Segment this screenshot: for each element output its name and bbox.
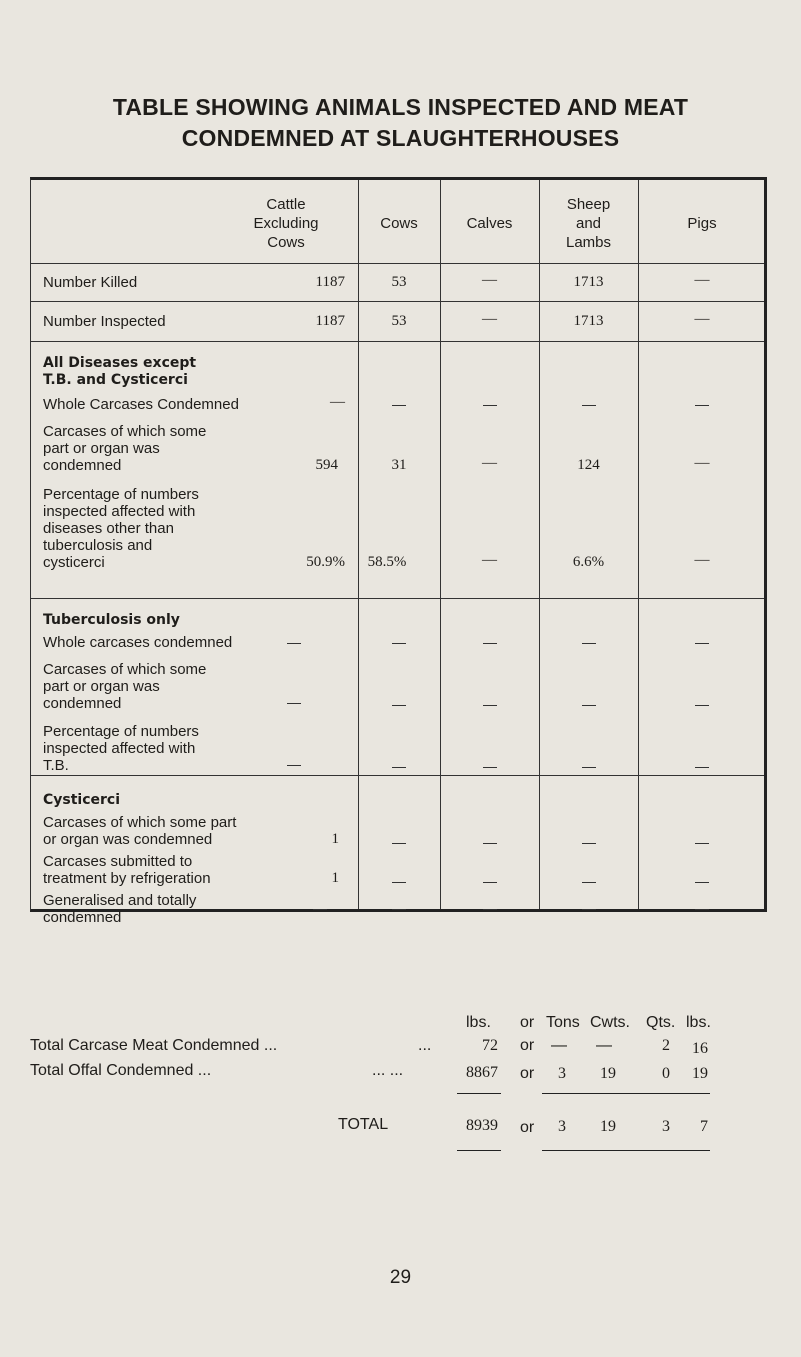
whole-cattle: — xyxy=(330,394,345,410)
row-label-tb-percentage: Percentage of numbers inspected affected with T.B. xyxy=(43,723,199,774)
meat-qts: 2 xyxy=(662,1037,670,1054)
dash-mark xyxy=(483,882,497,883)
dash-mark xyxy=(287,643,301,644)
meat-or: or xyxy=(520,1037,535,1054)
header-cattle: Cattle Excluding Cows xyxy=(253,196,319,251)
row-label-cyst-generalised: Generalised and totally condemned xyxy=(43,892,197,926)
summary-label-meat: Total Carcase Meat Condemned ... xyxy=(30,1037,278,1054)
summary-label-total: TOTAL xyxy=(338,1116,389,1133)
pct-pigs: — xyxy=(694,552,710,568)
section-heading-tuberculosis: Tuberculosis only xyxy=(43,612,180,628)
dash-mark xyxy=(392,405,406,406)
dash-mark xyxy=(582,882,596,883)
row-label-killed: Number Killed xyxy=(43,274,138,291)
dash-mark xyxy=(392,643,406,644)
summary-dots: ... ... xyxy=(372,1062,404,1079)
inspected-pigs: — xyxy=(694,311,710,327)
dash-mark xyxy=(392,705,406,706)
dash-mark xyxy=(287,765,301,766)
row-divider xyxy=(31,775,764,776)
part-cows: 31 xyxy=(391,457,407,473)
dash-mark xyxy=(483,643,497,644)
total-qts: 3 xyxy=(662,1118,670,1135)
pct-calves: — xyxy=(482,552,497,568)
killed-sheep: 1713 xyxy=(573,274,604,290)
dash-mark xyxy=(695,909,709,910)
row-divider xyxy=(31,263,764,264)
row-divider xyxy=(31,341,764,342)
dash-mark xyxy=(695,643,709,644)
total-or: or xyxy=(520,1119,535,1136)
header-cows: Cows xyxy=(380,215,418,232)
dash-mark xyxy=(392,843,406,844)
title-line-1: TABLE SHOWING ANIMALS INSPECTED AND MEAT xyxy=(112,94,689,120)
killed-cattle: 1187 xyxy=(315,274,345,290)
dash-mark xyxy=(695,882,709,883)
dash-mark xyxy=(483,767,497,768)
total-tons: 3 xyxy=(558,1118,566,1135)
pct-cattle: 50.9% xyxy=(306,554,345,570)
part-cattle: 594 xyxy=(315,457,338,473)
row-divider xyxy=(31,301,764,302)
row-label-tb-whole: Whole carcases condemned xyxy=(43,634,233,651)
row-label-part-condemned: Carcases of which some part or organ was condemned xyxy=(43,423,207,474)
dash-mark xyxy=(695,767,709,768)
part-sheep: 124 xyxy=(577,457,600,473)
section-heading-all-diseases: All Diseases except T.B. and Cysticerci xyxy=(43,355,197,388)
sum-rule xyxy=(542,1093,710,1094)
row-label-cyst-refrigeration: Carcases submitted to treatment by refrigeration xyxy=(43,853,211,887)
row-label-percentage-other: Percentage of numbers inspected affected with diseases other than tuberculosis and cysticerci xyxy=(43,486,199,571)
dash-mark xyxy=(582,405,596,406)
sum-rule xyxy=(542,1150,710,1151)
row-label-inspected: Number Inspected xyxy=(43,313,166,330)
dash-mark xyxy=(313,909,327,910)
dash-mark xyxy=(483,843,497,844)
inspected-calves: — xyxy=(482,311,497,327)
inspection-table xyxy=(30,177,767,926)
dash-mark xyxy=(582,705,596,706)
summary-dots: ... xyxy=(418,1037,432,1054)
title-line-2: CONDEMNED AT SLAUGHTERHOUSES xyxy=(181,125,620,151)
dash-mark xyxy=(582,843,596,844)
row-label-tb-part: Carcases of which some part or organ was condemned xyxy=(43,661,207,712)
cyst-part-cattle: 1 xyxy=(331,831,339,847)
summary-header-or: or xyxy=(520,1014,535,1031)
offal-qts: 0 xyxy=(662,1065,670,1082)
offal-or: or xyxy=(520,1065,535,1082)
dash-mark xyxy=(695,843,709,844)
offal-cwts: 19 xyxy=(600,1065,616,1082)
dash-mark xyxy=(392,767,406,768)
cyst-refrig-cattle: 1 xyxy=(331,870,339,886)
row-label-cyst-part: Carcases of which some part or organ was condemned xyxy=(43,814,237,848)
inspected-cows: 53 xyxy=(391,313,407,329)
summary-header-lbs2: lbs. xyxy=(686,1014,711,1031)
summary-header-qts: Qts. xyxy=(646,1014,676,1031)
killed-cows: 53 xyxy=(391,274,407,290)
offal-tons: 3 xyxy=(558,1065,566,1082)
section-heading-cysticerci: Cysticerci xyxy=(43,792,121,808)
page-number: 29 xyxy=(389,1267,412,1288)
pct-sheep: 6.6% xyxy=(572,554,605,570)
killed-pigs: — xyxy=(694,272,710,288)
dash-mark xyxy=(483,909,497,910)
header-sheep: Sheep and Lambs xyxy=(565,196,612,251)
dash-mark xyxy=(582,643,596,644)
summary-label-offal: Total Offal Condemned ... xyxy=(30,1062,212,1079)
header-calves: Calves xyxy=(466,215,513,232)
total-lbs: 8939 xyxy=(466,1117,498,1134)
header-pigs: Pigs xyxy=(687,215,717,232)
summary-header-cwts: Cwts. xyxy=(590,1014,630,1031)
meat-lbs2: 16 xyxy=(692,1040,708,1057)
total-cwts: 19 xyxy=(600,1118,616,1135)
offal-lbs: 8867 xyxy=(466,1064,498,1081)
offal-lbs2: 19 xyxy=(692,1065,708,1082)
col-divider xyxy=(638,180,639,909)
page-title xyxy=(0,92,801,154)
dash-mark xyxy=(695,405,709,406)
meat-tons: — xyxy=(551,1037,567,1054)
sum-rule xyxy=(457,1093,501,1094)
inspected-cattle: 1187 xyxy=(315,313,345,329)
dash-mark xyxy=(695,705,709,706)
row-divider xyxy=(31,598,764,599)
dash-mark xyxy=(392,882,406,883)
dash-mark xyxy=(582,909,596,910)
meat-cwts: — xyxy=(596,1037,612,1054)
dash-mark xyxy=(483,405,497,406)
summary-header-lbs: lbs. xyxy=(466,1014,491,1031)
dash-mark xyxy=(582,767,596,768)
part-calves: — xyxy=(482,455,497,471)
col-divider xyxy=(440,180,441,909)
meat-lbs: 72 xyxy=(482,1037,498,1054)
inspected-sheep: 1713 xyxy=(573,313,604,329)
pct-cows: 58.5% xyxy=(367,554,407,570)
dash-mark xyxy=(483,705,497,706)
sum-rule xyxy=(457,1150,501,1151)
dash-mark xyxy=(287,703,301,704)
killed-calves: — xyxy=(482,272,497,288)
row-label-whole-condemned: Whole Carcases Condemned xyxy=(43,396,239,413)
total-lbs2: 7 xyxy=(700,1118,708,1135)
dash-mark xyxy=(392,909,406,910)
part-pigs: — xyxy=(694,455,710,471)
summary-header-tons: Tons xyxy=(546,1014,580,1031)
